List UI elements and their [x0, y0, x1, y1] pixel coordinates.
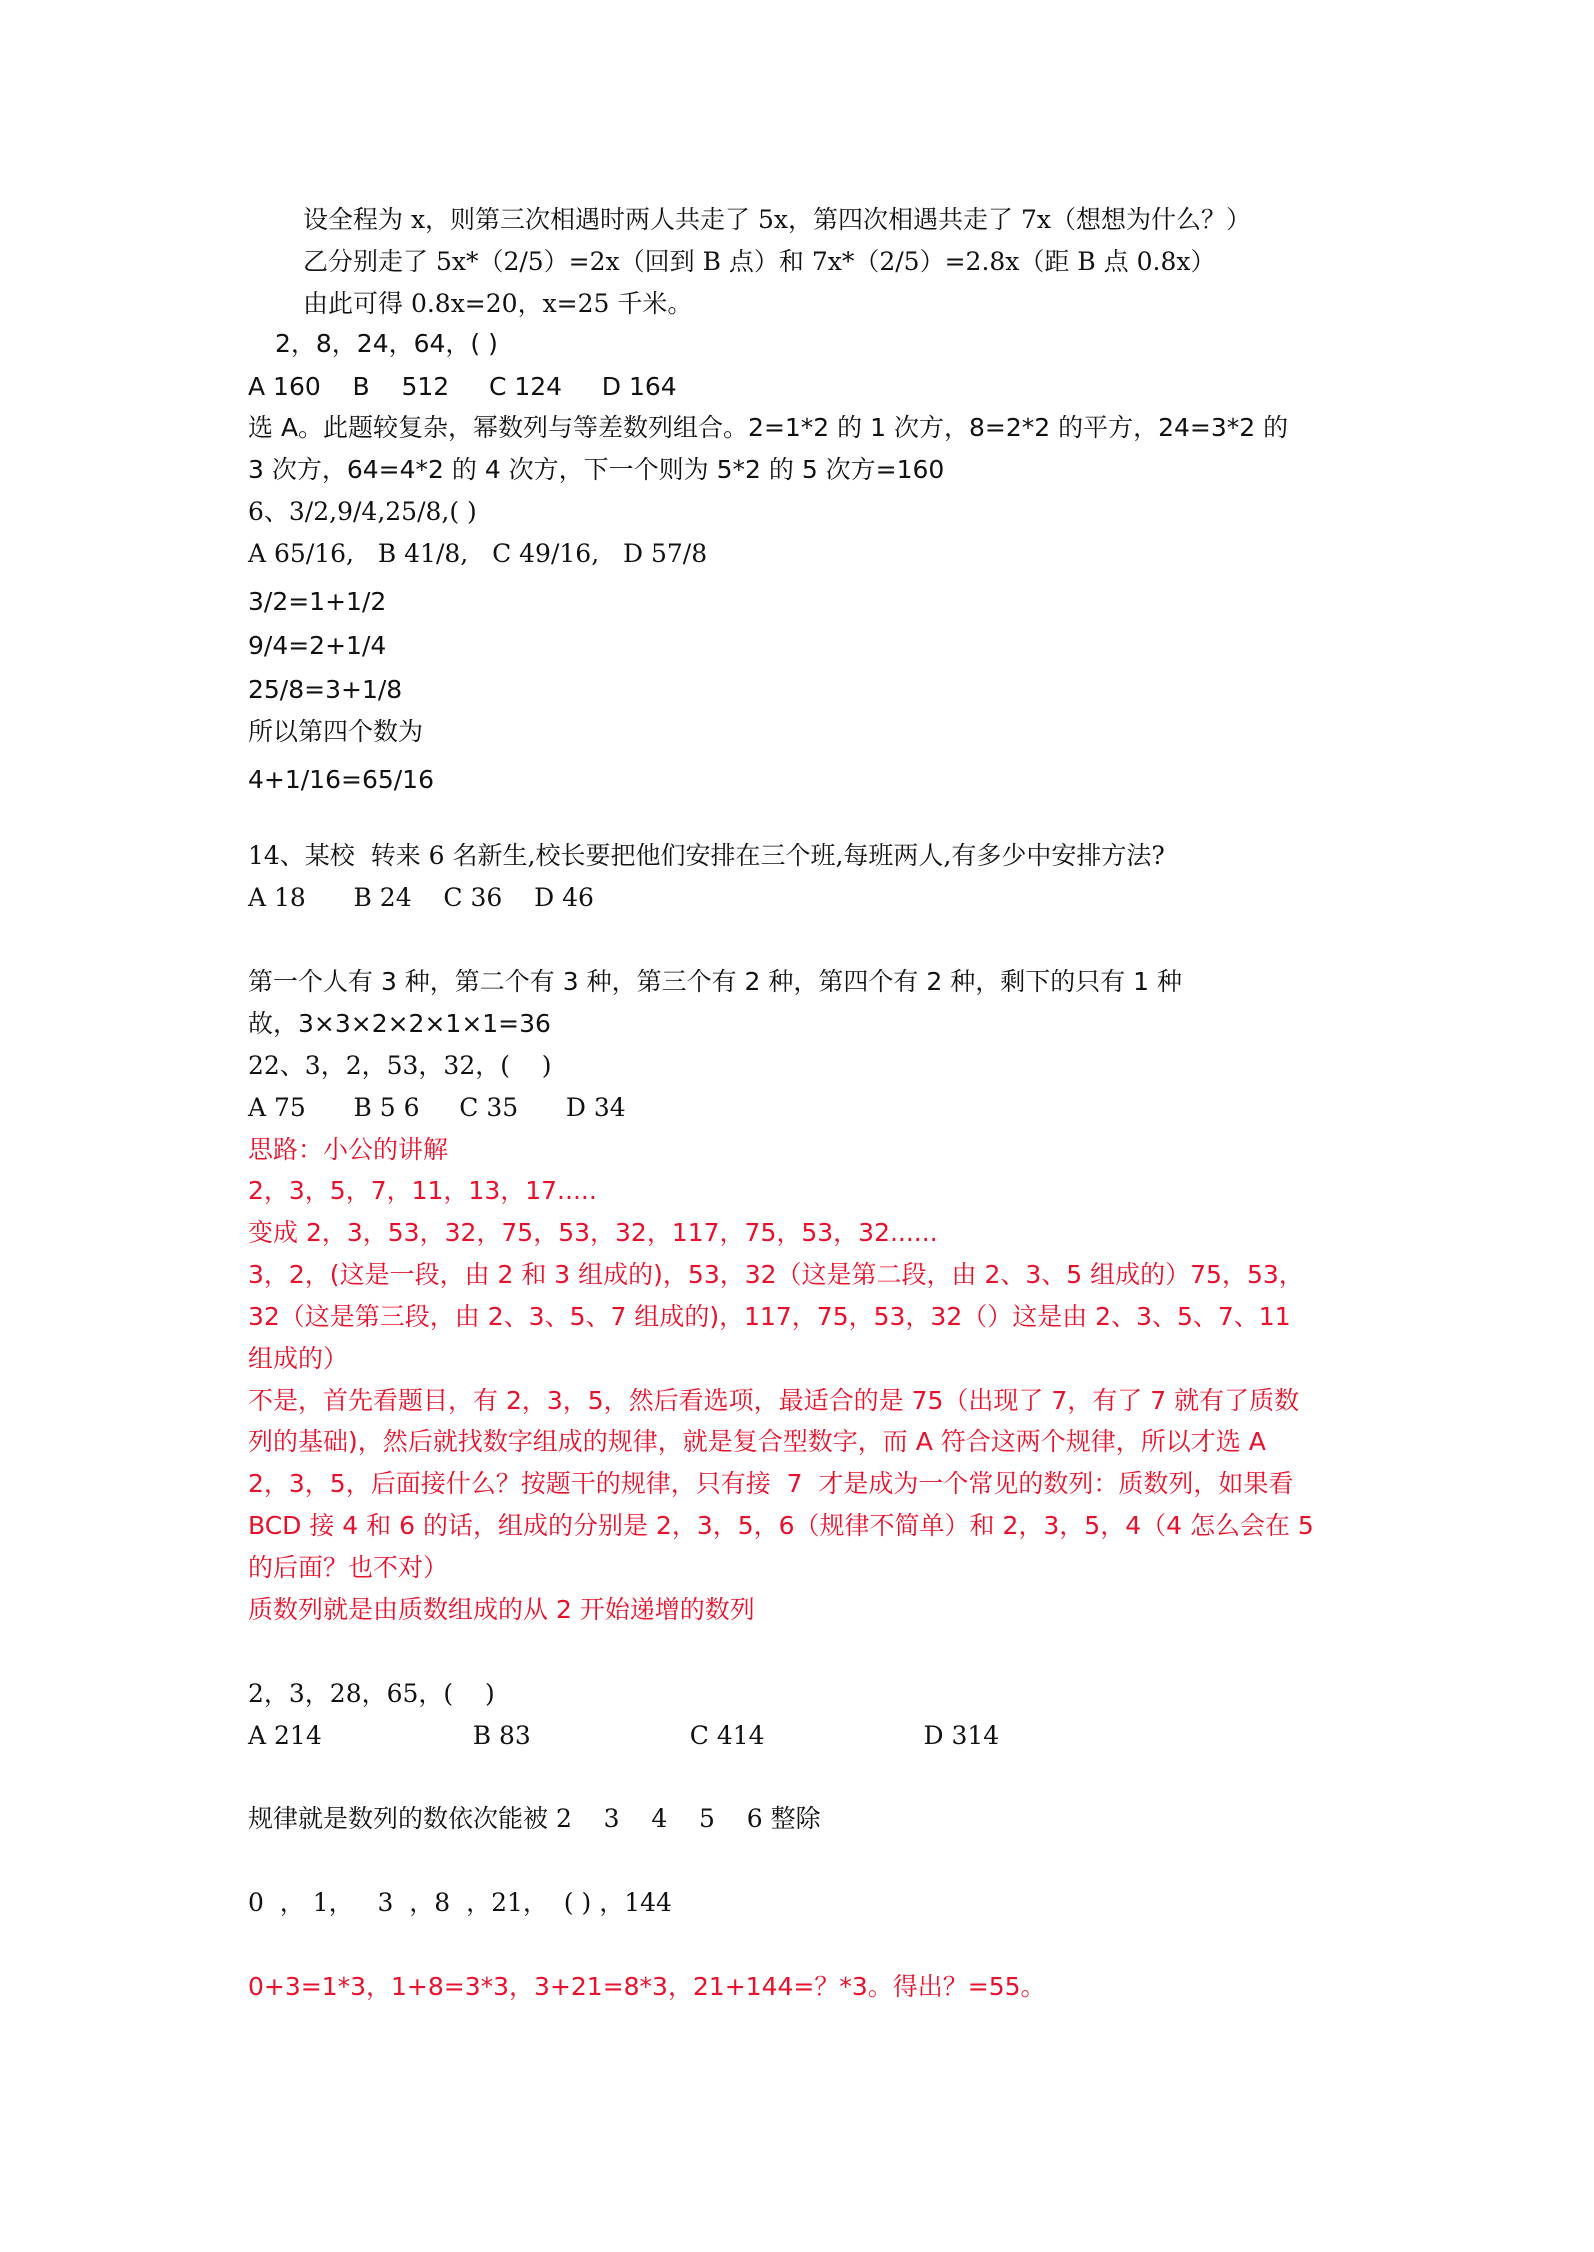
line-31: 的后面？也不对） [248, 1553, 449, 1582]
line-07: 3 次方，64=4*2 的 4 次方，下一个则为 5*2 的 5 次方=160 [248, 455, 945, 484]
line-28: 列的基础)，然后就找数字组成的规律，就是复合型数字，而 A 符合这两个规律，所以才选 A [248, 1427, 1266, 1456]
line-03: 由此可得 0.8x=20，x=25 千米。 [303, 289, 693, 318]
line-32: 质数列就是由质数组成的从 2 开始递增的数列 [248, 1595, 755, 1624]
line-13: 所以第四个数为 [248, 717, 424, 746]
line-17: 第一个人有 3 种，第二个有 3 种，第三个有 2 种，第四个有 2 种，剩下的只有 1 种 [248, 967, 1182, 996]
line-18: 故，3×3×2×2×1×1=36 [248, 1009, 551, 1038]
line-22: 2，3，5，7，11，13，17..... [248, 1176, 597, 1205]
line-06: 选 A。此题较复杂，幂数列与等差数列组合。2=1*2 的 1 次方，8=2*2 的平方，24=3*2 的 [248, 413, 1289, 442]
line-34: A 214 B 83 C 414 D 314 [248, 1721, 1000, 1750]
line-33: 2，3，28，65，( ) [248, 1679, 495, 1708]
line-16: A 18 B 24 C 36 D 46 [248, 883, 594, 912]
line-15: 14、某校 转来 6 名新生,校长要把他们安排在三个班,每班两人,有多少中安排方法? [248, 841, 1165, 870]
line-29: 2，3，5，后面接什么？按题干的规律，只有接 7 才是成为一个常见的数列：质数列，如果看 [248, 1469, 1294, 1498]
line-35: 规律就是数列的数依次能被 2 3 4 5 6 整除 [248, 1804, 821, 1833]
line-27: 不是，首先看题目，有 2，3，5，然后看选项，最适合的是 75（出现了 7，有了 7 就有了质数 [248, 1386, 1300, 1415]
line-10: 3/2=1+1/2 [248, 587, 387, 616]
line-01: 设全程为 x，则第三次相遇时两人共走了 5x，第四次相遇共走了 7x（想想为什么？） [303, 205, 1251, 234]
line-04: 2，8，24，64，( ) [275, 329, 498, 358]
line-05: A 160 B 512 C 124 D 164 [248, 372, 677, 401]
line-23: 变成 2，3，53，32，75，53，32，117，75，53，32...... [248, 1218, 938, 1247]
line-02: 乙分别走了 5x*（2/5）=2x（回到 B 点）和 7x*（2/5）=2.8x（距 B 点 0.8x） [303, 247, 1216, 276]
line-19: 22、3，2，53，32，( ) [248, 1051, 552, 1080]
line-26: 组成的） [248, 1344, 349, 1373]
line-12: 25/8=3+1/8 [248, 675, 403, 704]
line-08: 6、3/2,9/4,25/8,( ) [248, 497, 477, 526]
line-36: 0 ， 1， 3 ，8 ，21， ( ) ，144 [248, 1888, 672, 1917]
line-20: A 75 B 5 6 C 35 D 34 [248, 1093, 626, 1122]
line-24: 3，2，(这是一段，由 2 和 3 组成的)，53，32（这是第二段，由 2、3、5 组成的）75，53， [248, 1260, 1304, 1289]
line-09: A 65/16, B 41/8, C 49/16, D 57/8 [248, 539, 708, 568]
line-14: 4+1/16=65/16 [248, 765, 434, 794]
line-37: 0+3=1*3，1+8=3*3，3+21=8*3，21+144=？*3。得出？=55。 [248, 1972, 1046, 2001]
line-21: 思路：小公的讲解 [248, 1135, 449, 1164]
line-25: 32（这是第三段，由 2、3、5、7 组成的)，117，75，53，32（）这是由 2、3、5、7、11 [248, 1302, 1291, 1331]
line-30: BCD 接 4 和 6 的话，组成的分别是 2，3，5，6（规律不简单）和 2，3，5，4（4 怎么会在 5 [248, 1511, 1314, 1540]
line-11: 9/4=2+1/4 [248, 631, 387, 660]
